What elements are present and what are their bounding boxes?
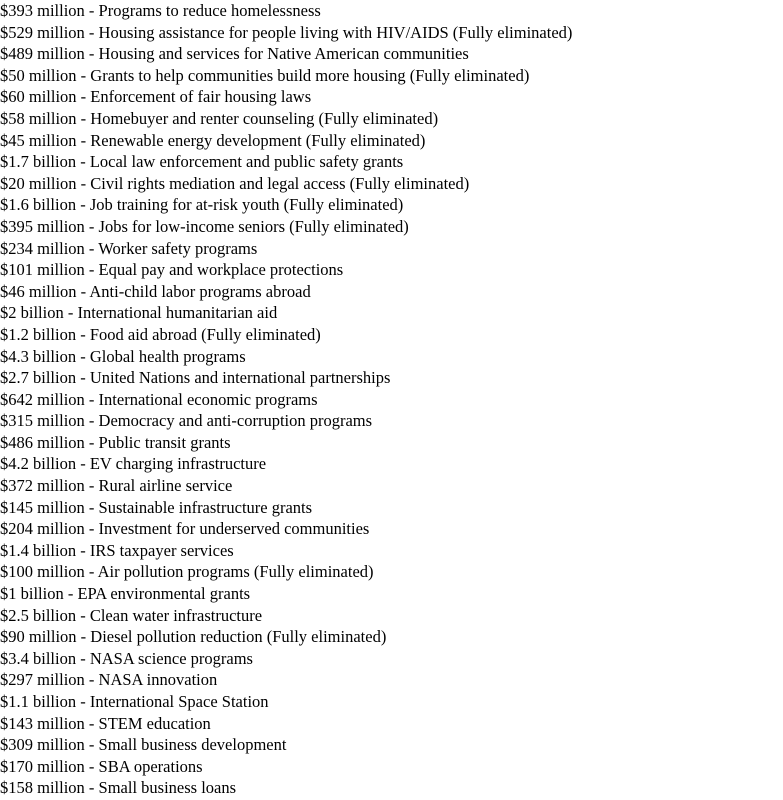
list-item: $20 million - Civil rights mediation and legal access (Fully eliminated) bbox=[0, 173, 470, 193]
list-item: $1 billion - EPA environmental grants bbox=[0, 584, 251, 604]
list-item: $145 million - Sustainable infrastructure grants bbox=[0, 497, 313, 517]
list-item: $50 million - Grants to help communities build more housing (Fully eliminated) bbox=[0, 65, 530, 85]
list-item: $234 million - Worker safety programs bbox=[0, 238, 258, 258]
list-item: $395 million - Jobs for low-income seniors (Fully eliminated) bbox=[0, 216, 409, 236]
list-item: $2 billion - International humanitarian aid bbox=[0, 303, 278, 323]
list-item: $2.5 billion - Clean water infrastructure bbox=[0, 605, 263, 625]
list-item: $1.4 billion - IRS taxpayer services bbox=[0, 540, 234, 560]
list-item: $4.3 billion - Global health programs bbox=[0, 346, 246, 366]
list-item: $58 million - Homebuyer and renter counseling (Fully eliminated) bbox=[0, 108, 439, 128]
list-item: $372 million - Rural airline service bbox=[0, 476, 233, 496]
list-item: $46 million - Anti-child labor programs abroad bbox=[0, 281, 311, 301]
list-item: $90 million - Diesel pollution reduction (Fully eliminated) bbox=[0, 627, 387, 647]
list-item: $486 million - Public transit grants bbox=[0, 432, 231, 452]
list-item: $170 million - SBA operations bbox=[0, 756, 203, 776]
list-item: $315 million - Democracy and anti-corruption programs bbox=[0, 411, 373, 431]
list-item: $60 million - Enforcement of fair housing laws bbox=[0, 87, 312, 107]
list-item: $297 million - NASA innovation bbox=[0, 670, 218, 690]
list-item: $4.2 billion - EV charging infrastructure bbox=[0, 454, 267, 474]
list-item: $489 million - Housing and services for Native American communities bbox=[0, 44, 469, 64]
list-item: $1.6 billion - Job training for at-risk youth (Fully eliminated) bbox=[0, 195, 404, 215]
list-item: $158 million - Small business loans bbox=[0, 778, 237, 798]
list-item: $1.1 billion - International Space Station bbox=[0, 692, 269, 711]
list-item: $100 million - Air pollution programs (Fully eliminated) bbox=[0, 562, 374, 582]
list-item: $3.4 billion - NASA science programs bbox=[0, 648, 253, 668]
list-item: $393 million - Programs to reduce homelessness bbox=[0, 1, 321, 20]
list-item: $45 million - Renewable energy development (Fully eliminated) bbox=[0, 130, 426, 150]
list-item: $1.2 billion - Food aid abroad (Fully eliminated) bbox=[0, 324, 321, 344]
list-item: $529 million - Housing assistance for people living with HIV/AIDS (Fully eliminated) bbox=[0, 22, 573, 42]
list-item: $204 million - Investment for underserved communities bbox=[0, 519, 370, 539]
list-item: $309 million - Small business development bbox=[0, 735, 287, 755]
list-item: $2.7 billion - United Nations and international partnerships bbox=[0, 368, 391, 388]
list-item: $1.7 billion - Local law enforcement and public safety grants bbox=[0, 152, 404, 172]
list-item: $143 million - STEM education bbox=[0, 713, 211, 733]
list-item: $101 million - Equal pay and workplace protections bbox=[0, 260, 344, 280]
list-item: $642 million - International economic programs bbox=[0, 389, 318, 409]
